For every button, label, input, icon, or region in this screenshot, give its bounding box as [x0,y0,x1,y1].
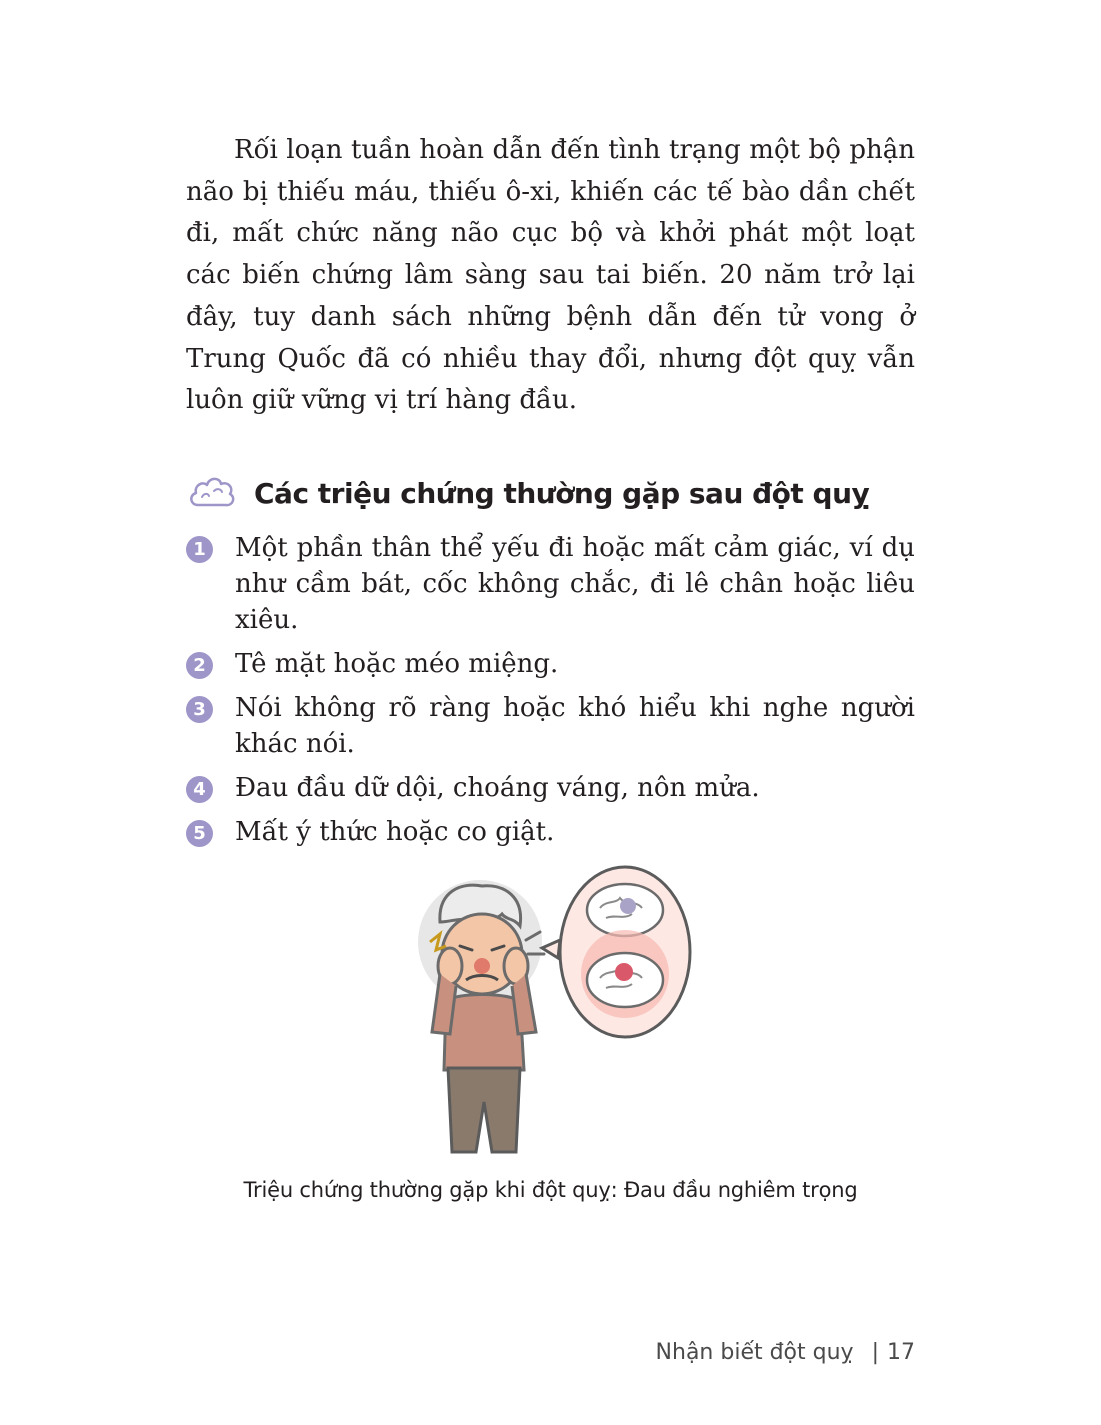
number-badge: 3 [186,696,213,723]
trousers [448,1068,520,1152]
symptom-text: Tê mặt hoặc méo miệng. [235,649,559,679]
section-title: Các triệu chứng thường gặp sau đột quỵ [254,476,870,510]
brain-bubble [542,867,690,1037]
headache-illustration [410,862,700,1162]
page-footer [656,1340,915,1365]
number-badge: 4 [186,776,213,803]
list-item [186,690,915,762]
symptom-list [186,530,915,858]
cloud-icon [186,471,238,515]
number-badge: 5 [186,820,213,847]
footer-separator: | [871,1340,879,1365]
symptom-text: Đau đầu dữ dội, choáng váng, nôn mửa. [235,773,760,803]
running-title: Nhận biết đột quỵ [655,1340,854,1365]
symptom-text: Một phần thân thể yếu đi hoặc mất cảm giác, ví dụ như cầm bát, cốc không chắc, đi lê chân hoặc liêu xiêu. [235,533,915,635]
symptom-text: Nói không rõ ràng hoặc khó hiểu khi nghe người khác nói. [235,693,915,759]
shirt [444,995,524,1071]
section-heading [186,466,915,520]
list-item [186,530,915,638]
number-badge: 2 [186,652,213,679]
list-item [186,770,915,806]
page-number: 17 [887,1340,915,1365]
symptom-text: Mất ý thức hoặc co giật. [235,817,555,847]
number-badge: 1 [186,536,213,563]
intro-paragraph: Rối loạn tuần hoàn dẫn đến tình trạng một bộ phận não bị thiếu máu, thiếu ô-xi, khiến các tế bào dần chết đi, mất chức năng não cục bộ và khởi phát một loạt các biến chứng lâm sàng sau tai biến. 20 năm trở lại đây, tuy danh sách những bệnh dẫn đến tử vong ở Trung Quốc đã có nhiều thay đổi, nhưng đột quỵ vẫn luôn giữ vững vị trí hàng đầu. [186,135,915,416]
list-item [186,814,915,850]
figure-caption: Triệu chứng thường gặp khi đột quỵ: Đau đầu nghiêm trọng [243,1178,858,1202]
list-item [186,646,915,682]
